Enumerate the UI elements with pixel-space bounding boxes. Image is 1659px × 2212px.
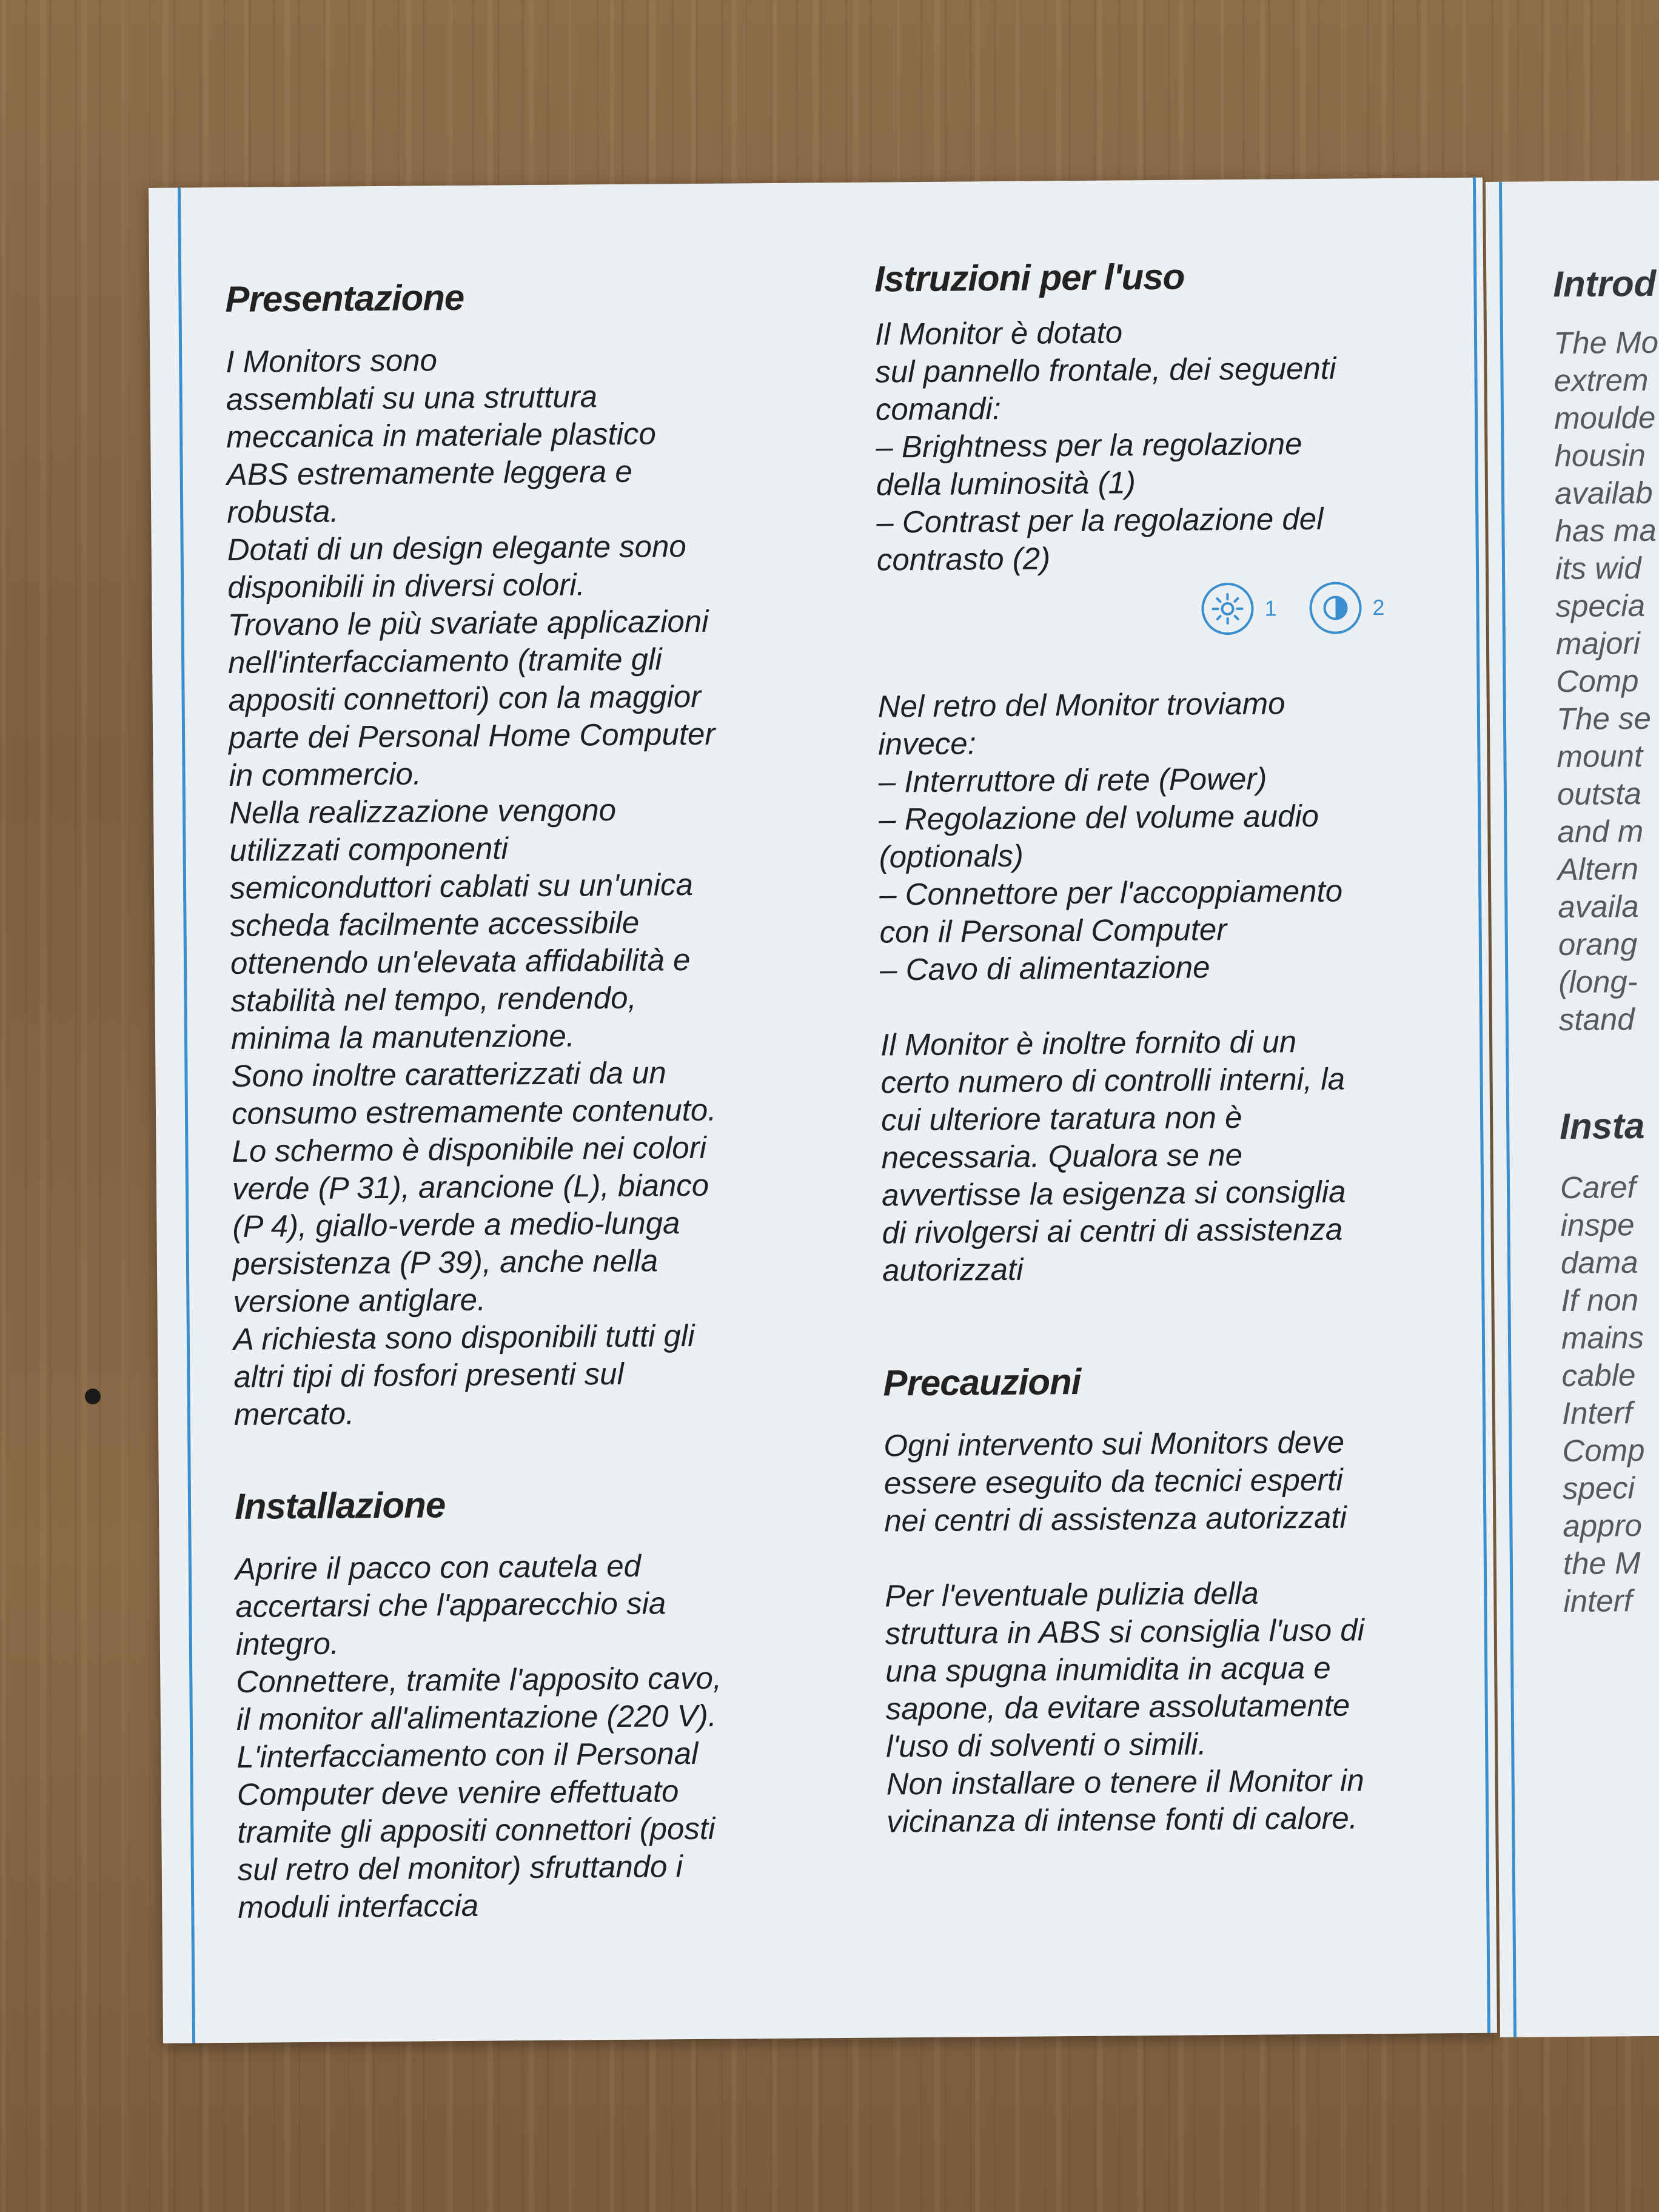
contrast-icon-label: 2 (1372, 595, 1385, 620)
heading-installazione: Installazione (234, 1484, 446, 1527)
left-blue-rule (178, 188, 195, 2043)
precauzioni-text-1: Ogni intervento sui Monitors deve essere eseguito da tecnici esperti nei centri di assistenza autorizzati (883, 1424, 1347, 1538)
retro-text: Nel retro del Monitor troviamo invece: – Interruttore di rete (Power) – Regolazione del volume audio (optionals) – Connettore per l'accoppiamento con il Personal Computer – Cavo di alimentazione (877, 686, 1343, 987)
controlli-interni-text: Il Monitor è inoltre fornito di un certo numero di controlli interni, la cui ulteriore taratura non è necessaria. Qualora se ne avvertisse la esigenza si consiglia di rivolgersi ai centri di assistenza autorizzati (880, 1024, 1346, 1288)
installazione-text: Aprire il pacco con cautela ed accertarsi che l'apparecchio sia integro. Connettere, tramite l'apposito cavo, il monitor all'alimentazione (220 V). L'interfacciamento con il Personal Computer deve venire effettuato tramite gli appositi connettori (posti sul retro del monitor) sfruttando i moduli interfaccia (235, 1548, 722, 1925)
heading-presentazione: Presentazione (225, 276, 464, 320)
next-page-partial (1486, 180, 1659, 2037)
table-mark (85, 1389, 101, 1404)
precauzioni-text-2: Per l'eventuale pulizia della struttura in ABS si consiglia l'uso di una spugna inumidita in acqua e sapone, da evitare assolutamente l'uso di solventi o simili. Non installare o tenere il Monitor in vicinanza di intense fonti di calore. (885, 1575, 1365, 1839)
heading-installation-partial: Insta (1559, 1105, 1645, 1147)
introduction-text-partial: The Mo extrem moulde housin availab has ma its wid specia majori Comp The se mount outsta and m Altern availa orang (long- stand (1553, 324, 1659, 1037)
presentazione-text: I Monitors sono assemblati su una struttura meccanica in materiale plastico ABS estremamente leggera e robusta. Dotati di un design elegante sono disponibili in diversi colori. Trovano le più svariate applicazioni nell'interfacciamento (tramite gli appositi connettori) con la maggior parte dei Personal Home Computer in commercio. Nella realizzazione vengono utilizzati componenti semiconduttori cablati su un'unica scheda facilmente accessibile ottenendo un'elevata affidabilità e stabilità nel tempo, rendendo, minima la manutenzione. Sono inoltre caratterizzati da un consumo estremamente contenuto. Lo schermo è disponibile nei colori verde (P 31), arancione (L), bianco (P 4), giallo-verde a medio-lunga persistenza (P 39), anche nella versione antiglare. A richiesta sono disponibili tutti gli altri tipi di fosfori presenti sul mercato. (226, 343, 717, 1432)
brightness-icon-label: 1 (1264, 595, 1277, 621)
next-page-blue-rule (1499, 182, 1517, 2037)
contrast-icon (1309, 581, 1362, 634)
manual-page (149, 178, 1497, 2043)
brightness-icon (1201, 583, 1254, 635)
next-page-column (1553, 261, 1659, 1620)
heading-precauzioni: Precauzioni (883, 1361, 1081, 1404)
middle-column (874, 253, 1481, 1841)
control-icons (1201, 581, 1407, 635)
left-column (225, 273, 844, 1926)
heading-introduction-partial: Introd (1553, 263, 1657, 305)
installation-text-partial: Caref inspe dama If non mains cable Interf Comp speci appro the M interf (1560, 1170, 1645, 1619)
heading-istruzioni: Istruzioni per l'uso (874, 256, 1185, 300)
istruzioni-text: Il Monitor è dotato sul pannello frontale, dei seguenti comandi: – Brightness per la regolazione della luminosità (1) – Contrast per la regolazione del contrasto (2) (874, 315, 1336, 577)
